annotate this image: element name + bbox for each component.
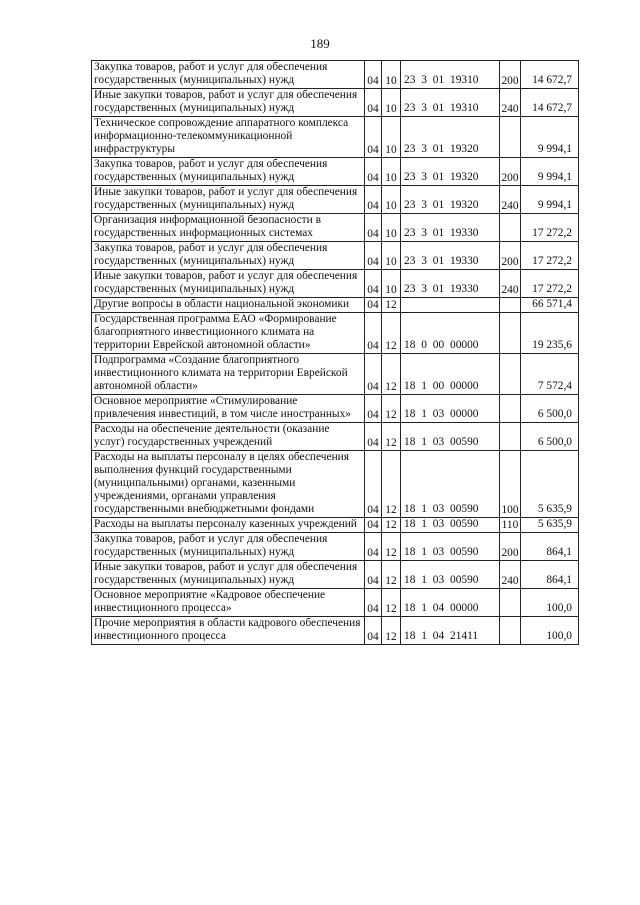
expense-type-cell: 240 (500, 89, 521, 117)
table-row (92, 313, 579, 354)
amount-cell: 5 635,9 (521, 518, 579, 533)
section-code-cell: 04 (365, 214, 382, 242)
table-row (92, 617, 579, 645)
target-article-cell (401, 298, 500, 313)
section-code-cell: 04 (365, 186, 382, 214)
subsection-code-cell: 12 (382, 561, 401, 589)
amount-cell: 14 672,7 (521, 61, 579, 89)
target-article-cell: 23 3 01 19310 (401, 89, 500, 117)
target-article-cell: 23 3 01 19330 (401, 242, 500, 270)
expense-type-cell (500, 617, 521, 645)
target-article-cell: 18 1 03 00590 (401, 518, 500, 533)
amount-cell: 6 500,0 (521, 395, 579, 423)
target-article-cell: 18 1 04 00000 (401, 589, 500, 617)
table-row (92, 395, 579, 423)
table-row (92, 270, 579, 298)
item-name-cell: Организация информационной безопасности в государственных информационных системах (92, 214, 365, 242)
item-name-cell: Другие вопросы в области национальной экономики (92, 298, 365, 313)
target-article-cell: 18 1 00 00000 (401, 354, 500, 395)
subsection-code-cell: 10 (382, 242, 401, 270)
subsection-code-cell: 12 (382, 617, 401, 645)
section-code-cell: 04 (365, 298, 382, 313)
expense-type-cell (500, 117, 521, 158)
target-article-cell: 23 3 01 19320 (401, 117, 500, 158)
item-name-cell: Иные закупки товаров, работ и услуг для обеспечения государственных (муниципальных) нужд (92, 186, 365, 214)
subsection-code-cell: 12 (382, 518, 401, 533)
budget-table (91, 60, 579, 645)
item-name-cell: Закупка товаров, работ и услуг для обеспечения государственных (муниципальных) нужд (92, 158, 365, 186)
subsection-code-cell: 12 (382, 298, 401, 313)
section-code-cell: 04 (365, 270, 382, 298)
target-article-cell: 23 3 01 19320 (401, 186, 500, 214)
item-name-cell: Расходы на обеспечение деятельности (оказание услуг) государственных учреждений (92, 423, 365, 451)
table-row (92, 561, 579, 589)
target-article-cell: 18 1 03 00590 (401, 423, 500, 451)
section-code-cell: 04 (365, 117, 382, 158)
subsection-code-cell: 10 (382, 61, 401, 89)
expense-type-cell: 200 (500, 533, 521, 561)
section-code-cell: 04 (365, 533, 382, 561)
amount-cell: 66 571,4 (521, 298, 579, 313)
expense-type-cell (500, 214, 521, 242)
table-row (92, 518, 579, 533)
table-row (92, 354, 579, 395)
amount-cell: 17 272,2 (521, 242, 579, 270)
item-name-cell: Расходы на выплаты персоналу казенных учреждений (92, 518, 365, 533)
section-code-cell: 04 (365, 61, 382, 89)
table-row (92, 158, 579, 186)
expense-type-cell: 200 (500, 61, 521, 89)
section-code-cell: 04 (365, 617, 382, 645)
amount-cell: 17 272,2 (521, 214, 579, 242)
section-code-cell: 04 (365, 395, 382, 423)
table-row (92, 589, 579, 617)
section-code-cell: 04 (365, 589, 382, 617)
item-name-cell: Закупка товаров, работ и услуг для обеспечения государственных (муниципальных) нужд (92, 61, 365, 89)
expense-type-cell: 240 (500, 270, 521, 298)
amount-cell: 6 500,0 (521, 423, 579, 451)
section-code-cell: 04 (365, 242, 382, 270)
section-code-cell: 04 (365, 423, 382, 451)
table-row (92, 61, 579, 89)
section-code-cell: 04 (365, 354, 382, 395)
item-name-cell: Техническое сопровождение аппаратного комплекса информационно-телекоммуникационной инфраструктуры (92, 117, 365, 158)
item-name-cell: Основное мероприятие «Стимулирование привлечения инвестиций, в том числе иностранных» (92, 395, 365, 423)
table-row (92, 117, 579, 158)
subsection-code-cell: 10 (382, 186, 401, 214)
section-code-cell: 04 (365, 158, 382, 186)
target-article-cell: 18 1 03 00590 (401, 533, 500, 561)
expense-type-cell (500, 354, 521, 395)
amount-cell: 864,1 (521, 533, 579, 561)
target-article-cell: 23 3 01 19320 (401, 158, 500, 186)
amount-cell: 100,0 (521, 617, 579, 645)
table-row (92, 533, 579, 561)
item-name-cell: Иные закупки товаров, работ и услуг для обеспечения государственных (муниципальных) нужд (92, 270, 365, 298)
target-article-cell: 18 1 04 21411 (401, 617, 500, 645)
target-article-cell: 18 1 03 00000 (401, 395, 500, 423)
expense-type-cell (500, 423, 521, 451)
section-code-cell: 04 (365, 518, 382, 533)
subsection-code-cell: 10 (382, 270, 401, 298)
subsection-code-cell: 12 (382, 395, 401, 423)
subsection-code-cell: 12 (382, 589, 401, 617)
subsection-code-cell: 12 (382, 533, 401, 561)
item-name-cell: Основное мероприятие «Кадровое обеспечение инвестиционного процесса» (92, 589, 365, 617)
table-row (92, 89, 579, 117)
amount-cell: 19 235,6 (521, 313, 579, 354)
table-row (92, 242, 579, 270)
table-row (92, 423, 579, 451)
item-name-cell: Государственная программа ЕАО «Формирование благоприятного инвестиционного климата на территории Еврейской автономной области» (92, 313, 365, 354)
item-name-cell: Иные закупки товаров, работ и услуг для обеспечения государственных (муниципальных) нужд (92, 89, 365, 117)
target-article-cell: 18 1 03 00590 (401, 561, 500, 589)
expense-type-cell: 200 (500, 158, 521, 186)
expense-type-cell (500, 589, 521, 617)
amount-cell: 17 272,2 (521, 270, 579, 298)
section-code-cell: 04 (365, 451, 382, 518)
subsection-code-cell: 10 (382, 214, 401, 242)
item-name-cell: Расходы на выплаты персоналу в целях обеспечения выполнения функций государственными (муниципальными) органами, казенными учреждениями, органами управления государственными внебюджетными фондами (92, 451, 365, 518)
amount-cell: 864,1 (521, 561, 579, 589)
expense-type-cell: 110 (500, 518, 521, 533)
table-row (92, 214, 579, 242)
budget-table-body (92, 61, 579, 645)
target-article-cell: 23 3 01 19330 (401, 214, 500, 242)
subsection-code-cell: 10 (382, 117, 401, 158)
amount-cell: 9 994,1 (521, 186, 579, 214)
target-article-cell: 18 0 00 00000 (401, 313, 500, 354)
amount-cell: 14 672,7 (521, 89, 579, 117)
expense-type-cell: 240 (500, 186, 521, 214)
subsection-code-cell: 12 (382, 354, 401, 395)
expense-type-cell: 240 (500, 561, 521, 589)
page-number: 189 (310, 36, 330, 51)
table-row (92, 451, 579, 518)
table-row (92, 298, 579, 313)
item-name-cell: Подпрограмма «Создание благоприятного инвестиционного климата на территории Еврейской автономной области» (92, 354, 365, 395)
amount-cell: 9 994,1 (521, 158, 579, 186)
amount-cell: 5 635,9 (521, 451, 579, 518)
expense-type-cell (500, 298, 521, 313)
section-code-cell: 04 (365, 89, 382, 117)
subsection-code-cell: 10 (382, 89, 401, 117)
subsection-code-cell: 10 (382, 158, 401, 186)
expense-type-cell (500, 395, 521, 423)
amount-cell: 100,0 (521, 589, 579, 617)
expense-type-cell (500, 313, 521, 354)
table-row (92, 186, 579, 214)
item-name-cell: Иные закупки товаров, работ и услуг для обеспечения государственных (муниципальных) нужд (92, 561, 365, 589)
item-name-cell: Закупка товаров, работ и услуг для обеспечения государственных (муниципальных) нужд (92, 533, 365, 561)
target-article-cell: 23 3 01 19330 (401, 270, 500, 298)
target-article-cell: 18 1 03 00590 (401, 451, 500, 518)
subsection-code-cell: 12 (382, 313, 401, 354)
amount-cell: 7 572,4 (521, 354, 579, 395)
item-name-cell: Закупка товаров, работ и услуг для обеспечения государственных (муниципальных) нужд (92, 242, 365, 270)
subsection-code-cell: 12 (382, 423, 401, 451)
amount-cell: 9 994,1 (521, 117, 579, 158)
expense-type-cell: 200 (500, 242, 521, 270)
target-article-cell: 23 3 01 19310 (401, 61, 500, 89)
item-name-cell: Прочие мероприятия в области кадрового обеспечения инвестиционного процесса (92, 617, 365, 645)
section-code-cell: 04 (365, 561, 382, 589)
section-code-cell: 04 (365, 313, 382, 354)
expense-type-cell: 100 (500, 451, 521, 518)
subsection-code-cell: 12 (382, 451, 401, 518)
